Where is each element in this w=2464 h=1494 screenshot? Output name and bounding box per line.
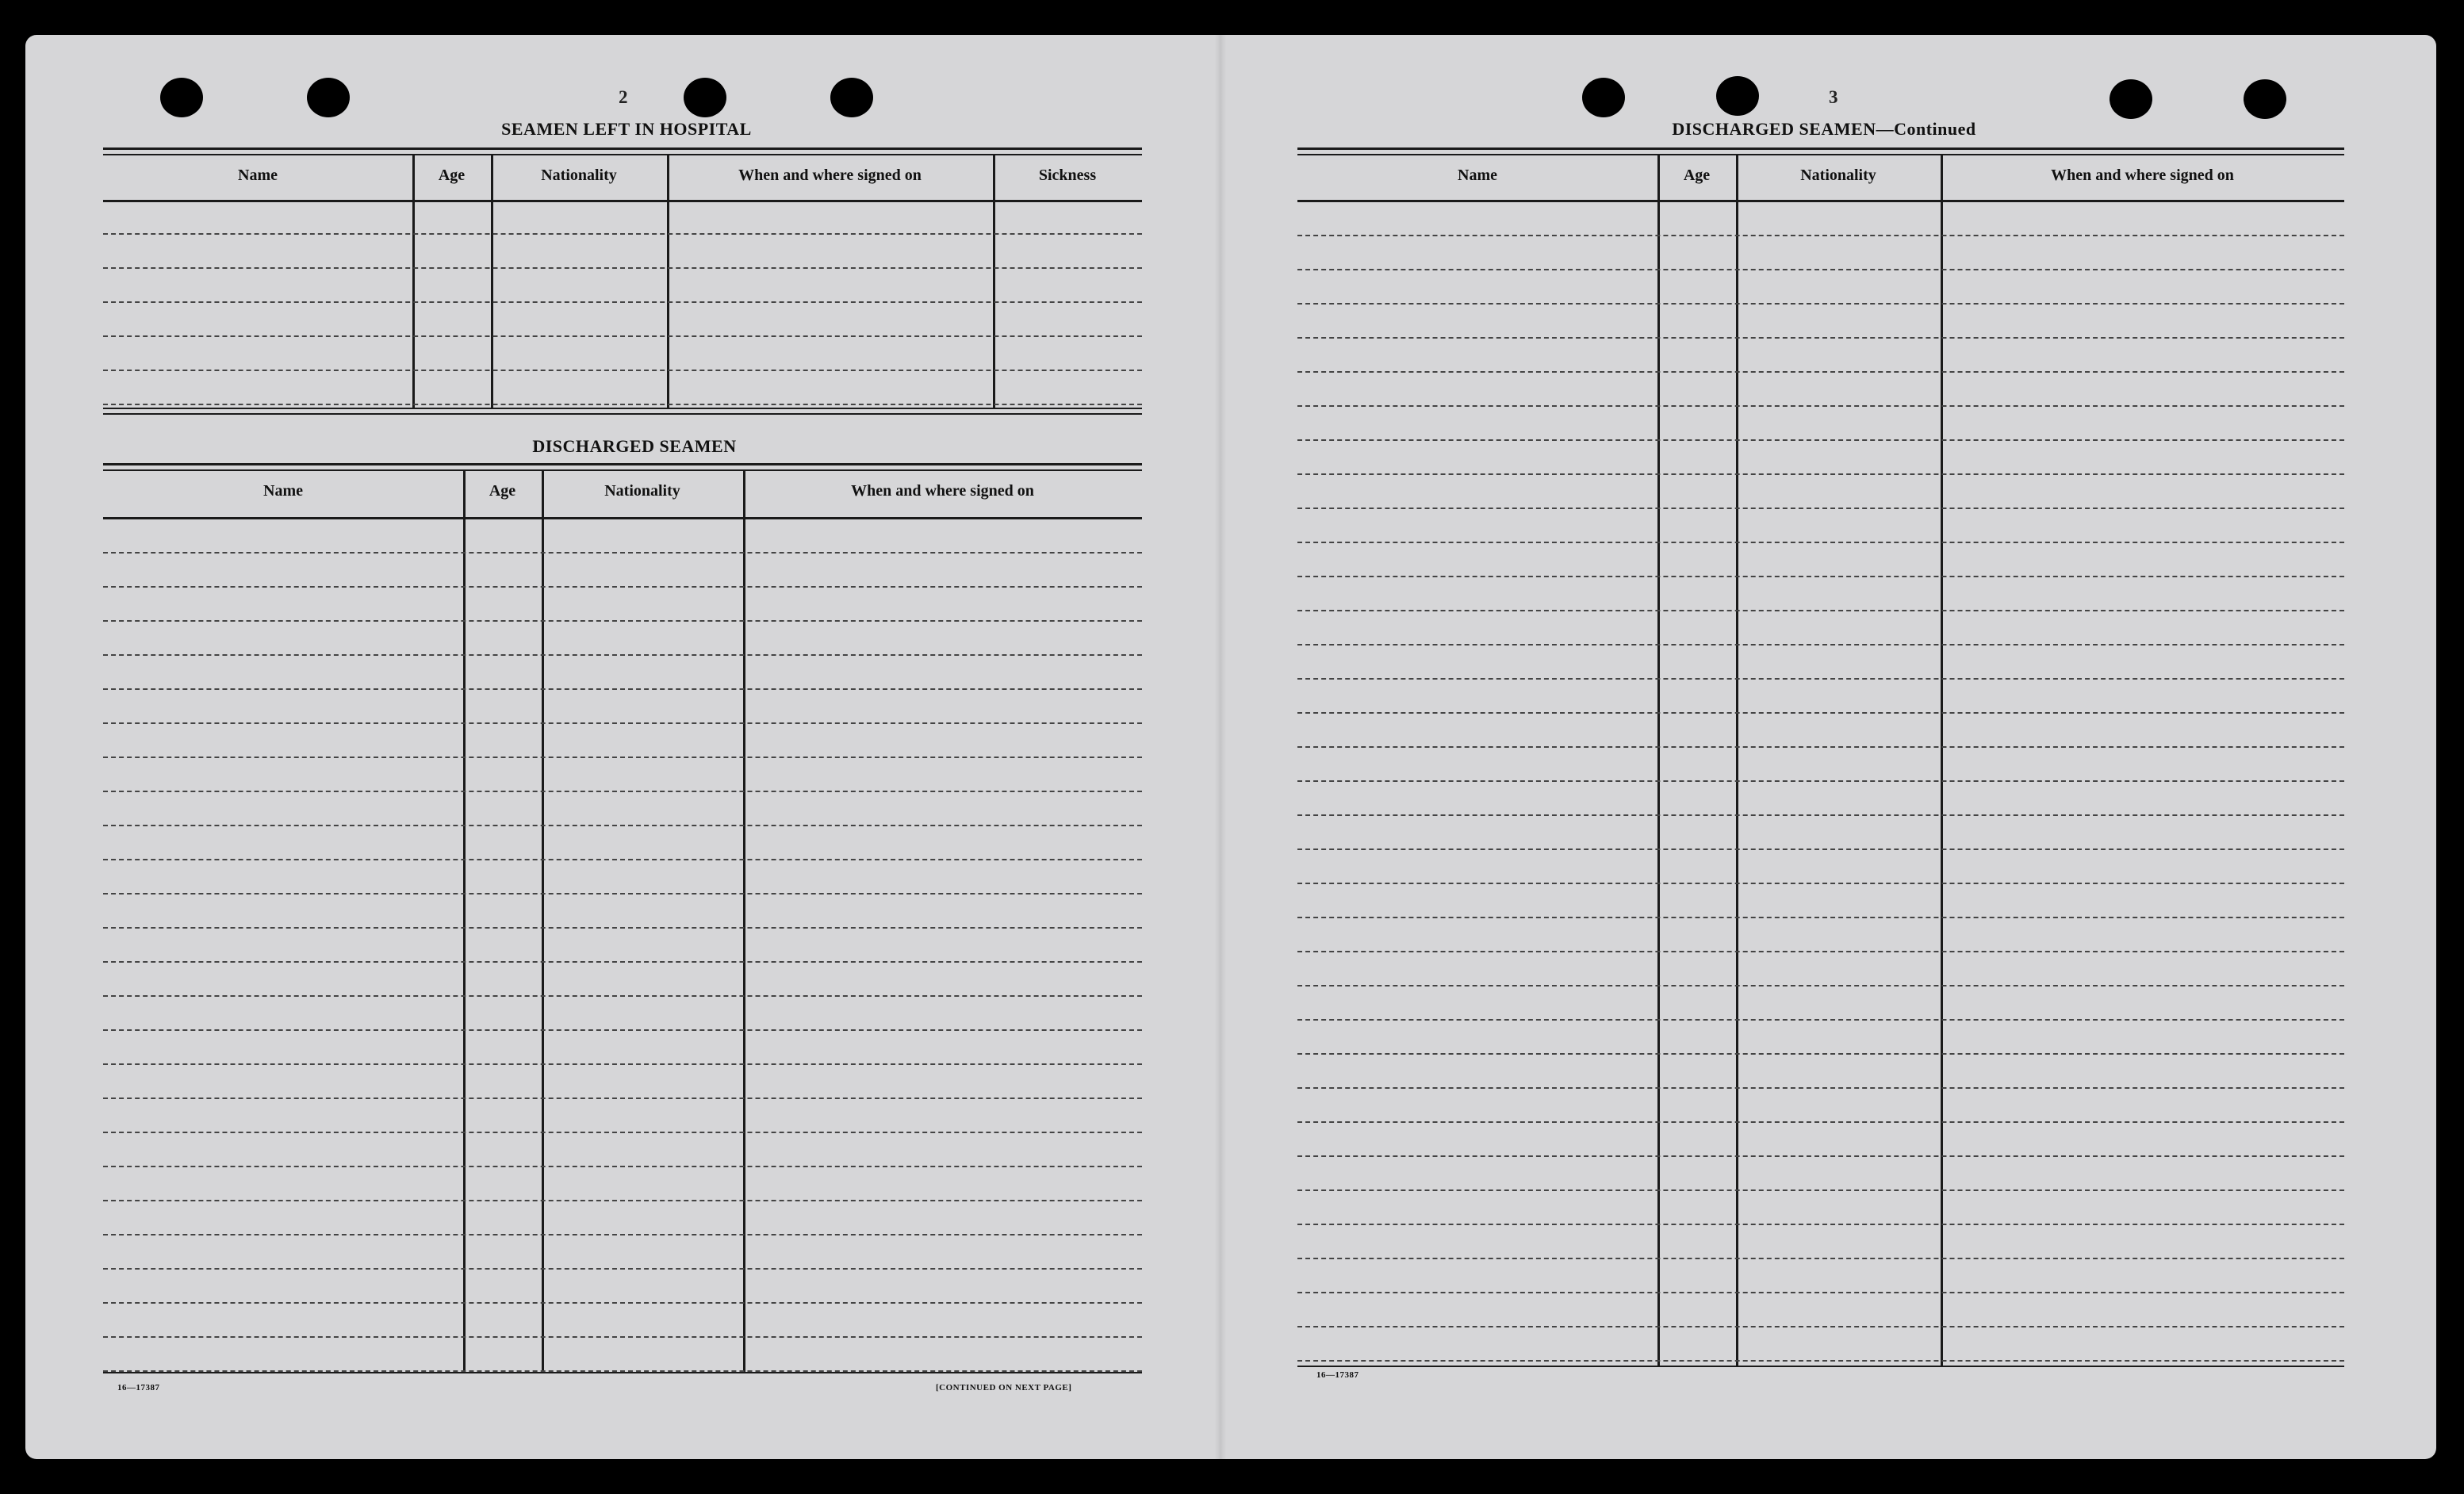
blank-row-line <box>1297 508 2344 509</box>
column-header-name: Name <box>1458 167 1497 184</box>
blank-row-line <box>103 1302 1142 1304</box>
column-header-nationality: Nationality <box>541 167 617 184</box>
blank-row-line <box>103 927 1142 929</box>
table-top-rule <box>103 147 1142 150</box>
column-divider <box>743 469 745 1373</box>
blank-row-line <box>103 586 1142 588</box>
punch-hole <box>684 78 726 117</box>
column-header-name: Name <box>263 482 303 500</box>
blank-row-line <box>103 370 1142 371</box>
blank-row-line <box>1297 542 2344 543</box>
blank-row-line <box>1297 576 2344 577</box>
blank-row-line <box>103 1063 1142 1065</box>
blank-row-line <box>1297 644 2344 645</box>
column-header-signed-on: When and where signed on <box>2051 167 2234 184</box>
blank-row-line <box>1297 610 2344 611</box>
punch-hole <box>307 78 350 117</box>
blank-row-line <box>103 552 1142 554</box>
table-bottom-rule <box>1297 1366 2344 1367</box>
hospital-section-title: SEAMEN LEFT IN HOSPITAL <box>501 119 752 139</box>
blank-row-line <box>1297 712 2344 714</box>
table-bottom-rule <box>103 408 1142 409</box>
table-top-rule <box>1297 147 2344 150</box>
page-number-right: 3 <box>1829 87 1838 107</box>
blank-row-line <box>1297 1053 2344 1055</box>
table-bottom-rule <box>103 1372 1142 1373</box>
blank-row-line <box>103 1370 1142 1372</box>
blank-row-line <box>103 1336 1142 1338</box>
punch-hole <box>1716 76 1759 116</box>
blank-row-line <box>1297 1019 2344 1021</box>
page-fold <box>1215 35 1226 1459</box>
blank-row-line <box>1297 780 2344 782</box>
blank-row-line <box>1297 235 2344 236</box>
blank-row-line <box>103 722 1142 724</box>
column-divider <box>1941 154 1943 1367</box>
table-bottom-rule <box>103 413 1142 415</box>
blank-row-line <box>1297 439 2344 441</box>
column-header-name: Name <box>238 167 278 184</box>
blank-row-line <box>1297 371 2344 373</box>
column-header-nationality: Nationality <box>1800 167 1876 184</box>
punch-hole <box>830 78 873 117</box>
blank-row-line <box>1297 405 2344 407</box>
blank-row-line <box>103 1029 1142 1031</box>
table-header-rule <box>103 200 1142 202</box>
page-number-left: 2 <box>619 87 628 107</box>
punch-hole <box>2110 79 2152 119</box>
blank-row-line <box>1297 678 2344 680</box>
blank-row-line <box>1297 951 2344 952</box>
blank-row-line <box>103 301 1142 303</box>
blank-row-line <box>103 825 1142 826</box>
table-header-rule <box>103 517 1142 519</box>
blank-row-line <box>1297 1155 2344 1157</box>
column-header-sickness: Sickness <box>1038 167 1097 184</box>
blank-row-line <box>103 1098 1142 1099</box>
column-header-age: Age <box>1683 167 1711 184</box>
column-header-age: Age <box>489 482 516 500</box>
blank-row-line <box>103 1166 1142 1167</box>
punch-hole <box>1582 78 1625 117</box>
blank-row-line <box>103 335 1142 337</box>
discharged-table <box>103 463 1142 1375</box>
blank-row-line <box>103 757 1142 758</box>
blank-row-line <box>103 1268 1142 1270</box>
discharged-continued-title: DISCHARGED SEAMEN—Continued <box>1672 119 1976 139</box>
table-top-rule <box>103 469 1142 471</box>
blank-row-line <box>103 620 1142 622</box>
blank-row-line <box>103 404 1142 405</box>
blank-row-line <box>1297 269 2344 270</box>
column-divider <box>542 469 544 1373</box>
continued-note: [CONTINUED ON NEXT PAGE] <box>936 1383 1072 1392</box>
column-header-nationality: Nationality <box>604 482 680 500</box>
blank-row-line <box>103 859 1142 860</box>
column-header-age: Age <box>438 167 466 184</box>
blank-row-line <box>1297 1189 2344 1191</box>
form-number-left: 16—17387 <box>117 1383 160 1392</box>
column-divider <box>1736 154 1738 1367</box>
form-number-right: 16—17387 <box>1316 1370 1359 1380</box>
blank-row-line <box>1297 883 2344 884</box>
blank-row-line <box>1297 337 2344 339</box>
blank-row-line <box>103 1132 1142 1133</box>
blank-row-line <box>1297 1258 2344 1259</box>
column-header-signed-on: When and where signed on <box>738 167 922 184</box>
blank-row-line <box>1297 1087 2344 1089</box>
blank-row-line <box>103 995 1142 997</box>
blank-row-line <box>1297 985 2344 986</box>
blank-row-line <box>103 791 1142 792</box>
discharged-section-title: DISCHARGED SEAMEN <box>532 436 737 456</box>
blank-row-line <box>1297 746 2344 748</box>
blank-row-line <box>1297 473 2344 475</box>
column-divider <box>463 469 466 1373</box>
table-header-rule <box>1297 200 2344 202</box>
blank-row-line <box>103 688 1142 690</box>
table-top-rule <box>103 463 1142 465</box>
column-header-signed-on: When and where signed on <box>851 482 1034 500</box>
blank-row-line <box>103 1200 1142 1201</box>
blank-row-line <box>1297 1121 2344 1123</box>
blank-row-line <box>103 893 1142 894</box>
blank-row-line <box>1297 849 2344 850</box>
blank-row-line <box>1297 917 2344 918</box>
blank-row-line <box>103 961 1142 963</box>
blank-row-line <box>103 654 1142 656</box>
table-top-rule <box>103 154 1142 155</box>
blank-row-line <box>103 233 1142 235</box>
blank-row-line <box>1297 814 2344 816</box>
punch-hole <box>160 78 203 117</box>
blank-row-line <box>1297 1224 2344 1225</box>
blank-row-line <box>103 267 1142 269</box>
table-top-rule <box>1297 154 2344 155</box>
blank-row-line <box>1297 1326 2344 1327</box>
blank-row-line <box>1297 1360 2344 1362</box>
discharged-continued-table <box>1297 147 2344 1369</box>
column-divider <box>1657 154 1660 1367</box>
blank-row-line <box>103 1234 1142 1235</box>
blank-row-line <box>1297 1292 2344 1293</box>
hospital-table <box>103 147 1142 417</box>
punch-hole <box>2244 79 2286 119</box>
blank-row-line <box>1297 303 2344 305</box>
